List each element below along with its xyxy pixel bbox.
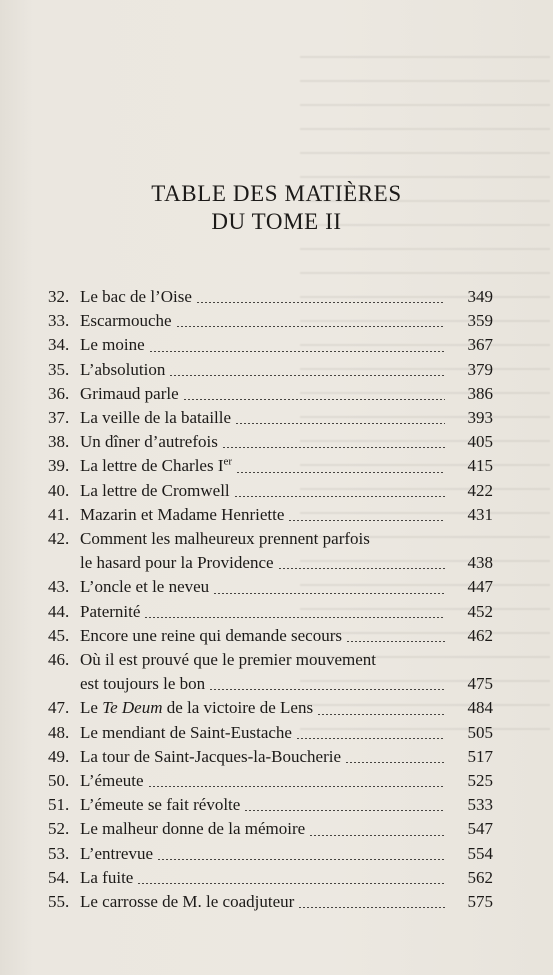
page-number: 505	[467, 722, 493, 742]
toc-entry[interactable]	[48, 793, 493, 817]
page-number: 386	[467, 383, 493, 403]
chapter-title: La veille de la bataille	[80, 408, 232, 428]
chapter-title: Le malheur donne de la mémoire	[80, 819, 306, 839]
dot-leader	[183, 399, 445, 400]
page-number: 405	[467, 432, 493, 452]
toc-entry[interactable]	[48, 842, 493, 866]
toc-entry[interactable]	[48, 479, 493, 503]
toc-entry[interactable]	[48, 696, 493, 720]
page-number: 462	[467, 625, 493, 645]
toc-entry[interactable]	[48, 745, 493, 769]
page-number: 575	[467, 892, 493, 912]
toc-entry[interactable]	[48, 769, 493, 793]
ordinal-superscript: er	[223, 455, 233, 468]
chapter-number: 47.	[48, 698, 70, 718]
toc-entry[interactable]	[48, 309, 493, 333]
dot-leader	[157, 859, 445, 860]
chapter-number: 55.	[48, 892, 70, 912]
chapter-number: 51.	[48, 795, 70, 815]
chapter-number: 44.	[48, 601, 70, 621]
page-number: 359	[467, 311, 493, 331]
toc-entry[interactable]	[48, 721, 493, 745]
toc-entry[interactable]	[48, 648, 493, 696]
dot-leader	[222, 447, 445, 448]
title-line-2: DU TOME II	[211, 209, 342, 234]
chapter-title: L’émeute se fait révolte	[80, 795, 241, 815]
dot-leader	[144, 617, 445, 618]
dot-leader	[235, 423, 445, 424]
chapter-title: Un dîner d’autrefois	[80, 432, 218, 452]
page-number: 554	[467, 843, 493, 863]
chapter-number: 48.	[48, 722, 70, 742]
page-number: 533	[467, 795, 493, 815]
chapter-title: Mazarin et Madame Henriette	[80, 504, 285, 524]
chapter-title: La lettre de Cromwell	[80, 480, 230, 500]
dot-leader	[209, 689, 445, 690]
chapter-number: 43.	[48, 577, 70, 597]
toc-entry[interactable]	[48, 575, 493, 599]
page-number: 379	[467, 359, 493, 379]
chapter-title-pre: Le	[80, 698, 103, 718]
dot-leader	[196, 302, 445, 303]
page-number: 484	[467, 698, 493, 718]
page-number: 415	[467, 456, 493, 476]
chapter-title	[80, 696, 313, 720]
chapter-number: 37.	[48, 408, 70, 428]
dot-leader	[278, 568, 445, 569]
title-line-1: TABLE DES MATIÈRES	[151, 181, 402, 206]
chapter-title: Escarmouche	[80, 311, 172, 331]
dot-leader	[148, 786, 445, 787]
page-number: 452	[467, 601, 493, 621]
toc-entry[interactable]	[48, 527, 493, 575]
dot-leader	[236, 472, 445, 473]
chapter-number: 49.	[48, 746, 70, 766]
dot-leader	[213, 593, 445, 594]
page-number: 562	[467, 867, 493, 887]
toc-entry[interactable]	[48, 406, 493, 430]
chapter-title-line-2: le hasard pour la Providence	[80, 553, 274, 573]
toc-entry[interactable]	[48, 430, 493, 454]
dot-leader	[234, 496, 445, 497]
dot-leader	[309, 835, 445, 836]
page-number: 393	[467, 408, 493, 428]
page-number: 447	[467, 577, 493, 597]
page-number: 349	[467, 287, 493, 306]
page-number: 422	[467, 480, 493, 500]
chapter-number: 45.	[48, 625, 70, 645]
chapter-title: La fuite	[80, 867, 134, 887]
chapter-number: 54.	[48, 867, 70, 887]
dot-leader	[149, 351, 445, 352]
dot-leader	[298, 907, 445, 908]
chapter-number: 32.	[48, 287, 70, 306]
chapter-number: 35.	[48, 359, 70, 379]
chapter-title: L’émeute	[80, 771, 144, 791]
page-number: 438	[467, 553, 493, 573]
chapter-number: 42.	[48, 529, 70, 549]
dot-leader	[169, 375, 445, 376]
toc-entry[interactable]	[48, 285, 493, 309]
chapter-title: L’absolution	[80, 359, 166, 379]
toc-entry[interactable]	[48, 600, 493, 624]
chapter-number: 38.	[48, 432, 70, 452]
chapter-number: 33.	[48, 311, 70, 331]
chapter-title: L’entrevue	[80, 843, 154, 863]
chapter-title: Le carrosse de M. le coadjuteur	[80, 892, 295, 912]
chapter-number: 36.	[48, 383, 70, 403]
page-number: 475	[467, 674, 493, 694]
dot-leader	[137, 883, 445, 884]
chapter-title: Le mendiant de Saint-Eustache	[80, 722, 292, 742]
dot-leader	[345, 762, 445, 763]
page-number: 525	[467, 771, 493, 791]
dot-leader	[244, 810, 445, 811]
toc-entry[interactable]	[48, 817, 493, 841]
page-number: 431	[467, 504, 493, 524]
chapter-title: La tour de Saint-Jacques-la-Boucherie	[80, 746, 342, 766]
page-title	[0, 180, 553, 236]
chapter-title: Encore une reine qui demande secours	[80, 625, 342, 645]
chapter-number: 39.	[48, 456, 70, 476]
chapter-title: Le moine	[80, 335, 145, 355]
toc-entry[interactable]	[48, 866, 493, 890]
chapter-number: 53.	[48, 843, 70, 863]
chapter-title: Paternité	[80, 601, 141, 621]
toc-entry[interactable]	[48, 454, 493, 478]
chapter-title-italic: Te Deum	[102, 698, 163, 718]
chapter-number: 34.	[48, 335, 70, 355]
toc-entry[interactable]	[48, 890, 493, 914]
chapter-title-line-2: est toujours le bon	[80, 674, 206, 694]
chapter-title: L’oncle et le neveu	[80, 577, 210, 597]
page-number: 547	[467, 819, 493, 839]
toc-entry[interactable]	[48, 382, 493, 406]
chapter-number: 46.	[48, 650, 70, 670]
toc-entry[interactable]	[48, 503, 493, 527]
table-of-contents	[48, 285, 493, 914]
chapter-title: Grimaud parle	[80, 383, 179, 403]
dot-leader	[288, 520, 445, 521]
page-number: 517	[467, 746, 493, 766]
chapter-title-text: La lettre de Charles I	[80, 456, 224, 476]
chapter-title	[80, 454, 232, 478]
chapter-number: 41.	[48, 504, 70, 524]
toc-entry[interactable]	[48, 333, 493, 357]
toc-entry[interactable]	[48, 624, 493, 648]
chapter-number: 40.	[48, 480, 70, 500]
dot-leader	[346, 641, 445, 642]
chapter-number: 52.	[48, 819, 70, 839]
dot-leader	[296, 738, 445, 739]
chapter-title-post: de la victoire de Lens	[162, 698, 314, 718]
dot-leader	[317, 714, 445, 715]
chapter-title: Le bac de l’Oise	[80, 287, 192, 306]
chapter-number: 50.	[48, 771, 70, 791]
toc-entry[interactable]	[48, 358, 493, 382]
chapter-title-line-1: Comment les malheureux prennent parfois	[80, 529, 370, 549]
chapter-title-line-1: Où il est prouvé que le premier mouvement	[80, 650, 376, 670]
dot-leader	[176, 326, 445, 327]
page-number: 367	[467, 335, 493, 355]
